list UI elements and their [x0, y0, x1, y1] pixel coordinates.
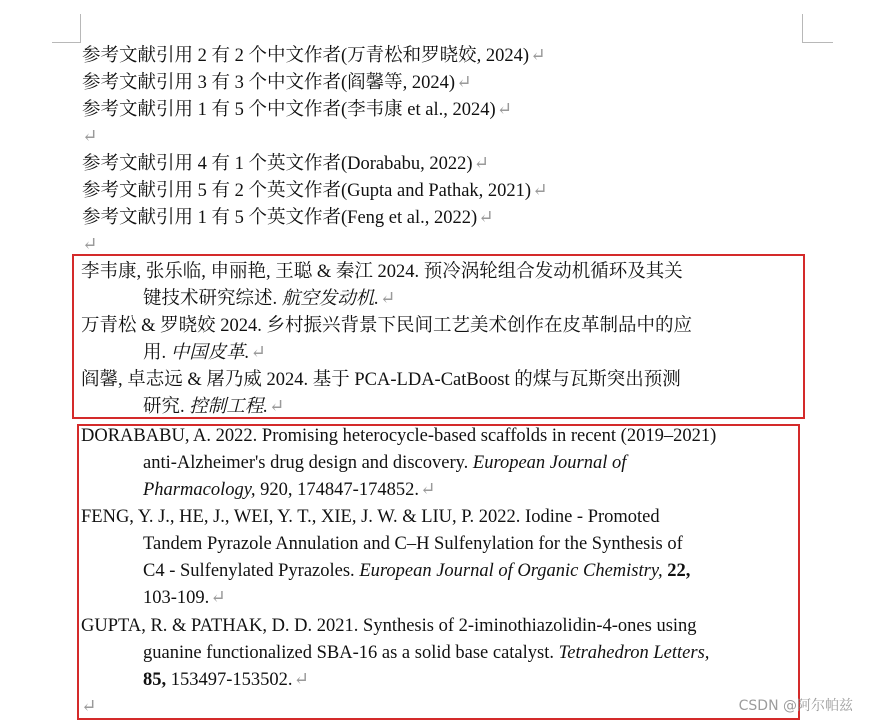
reference-line: FENG, Y. J., HE, J., WEI, Y. T., XIE, J. W. & LIU, P. 2022. Iodine - Promoted	[81, 507, 660, 527]
paragraph-mark-icon: ↵	[268, 397, 285, 417]
paragraph-mark-icon: ↵	[82, 235, 98, 255]
reference-line: 85, 153497-153502.↵	[143, 670, 310, 690]
journal-title: 控制工程.	[189, 397, 268, 417]
citation-example-line[interactable]: 参考文献引用 2 有 2 个中文作者(万青松和罗晓姣, 2024)↵	[82, 46, 546, 66]
reference-line: C4 - Sulfenylated Pyrazoles. European Journal of Organic Chemistry, 22,	[143, 561, 691, 581]
reference-line: anti-Alzheimer's drug design and discovery. European Journal of	[143, 453, 627, 473]
reference-line: 研究. 控制工程.↵	[143, 397, 285, 417]
page-corner-mark-top-left	[52, 14, 81, 43]
reference-line: DORABABU, A. 2022. Promising heterocycle-based scaffolds in recent (2019–2021)	[81, 426, 717, 446]
citation-example-line[interactable]: 参考文献引用 4 有 1 个英文作者(Dorababu, 2022)↵	[82, 154, 490, 174]
citation-example-line[interactable]: 参考文献引用 1 有 5 个中文作者(李韦康 et al., 2024)↵	[82, 100, 513, 120]
journal-title: 航空发动机.	[281, 289, 379, 309]
reference-entry-en[interactable]	[81, 504, 690, 612]
reference-line: 用. 中国皮革.↵	[143, 343, 266, 363]
citation-example-line[interactable]: 参考文献引用 1 有 5 个英文作者(Feng et al., 2022)↵	[82, 208, 494, 228]
journal-title: 中国皮革.	[170, 343, 250, 363]
paragraph-mark-icon: ↵	[496, 100, 513, 120]
paragraph-mark-icon: ↵	[419, 480, 436, 500]
paragraph-mark-icon: ↵	[473, 154, 490, 174]
paragraph-mark-icon: ↵	[530, 46, 546, 66]
reference-line: guanine functionalized SBA-16 as a solid base catalyst. Tetrahedron Letters,	[143, 643, 710, 663]
paragraph-mark-icon: ↵	[379, 289, 396, 309]
watermark: CSDN @阿尔帕兹	[738, 698, 853, 714]
reference-entry-en[interactable]	[81, 613, 709, 694]
reference-line: Tandem Pyrazole Annulation and C–H Sulfenylation for the Synthesis of	[143, 534, 683, 554]
paragraph-mark-icon: ↵	[210, 588, 226, 608]
journal-title: European Journal of Organic Chemistry,	[359, 561, 663, 581]
reference-line: 键技术研究综述. 航空发动机.↵	[143, 289, 396, 309]
reference-line: Pharmacology, 920, 174847-174852.↵	[143, 480, 436, 500]
page-corner-mark-top-right	[802, 14, 833, 43]
reference-line: 阎馨, 卓志远 & 屠乃威 2024. 基于 PCA-LDA-CatBoost 的煤与瓦斯突出预测	[81, 370, 681, 390]
empty-paragraph[interactable]	[81, 694, 97, 721]
reference-entry-cn[interactable]	[81, 313, 692, 367]
reference-entry-en[interactable]	[81, 423, 716, 504]
volume-number: 22,	[662, 561, 691, 581]
empty-paragraph[interactable]	[82, 124, 98, 151]
paragraph-mark-icon: ↵	[81, 697, 97, 717]
paragraph-mark-icon: ↵	[478, 208, 494, 228]
reference-line: 万青松 & 罗晓姣 2024. 乡村振兴背景下民间工艺美术创作在皮革制品中的应	[81, 316, 693, 336]
reference-entry-cn[interactable]	[81, 259, 683, 313]
reference-line: GUPTA, R. & PATHAK, D. D. 2021. Synthesis of 2-iminothiazolidin-4-ones using	[81, 616, 697, 636]
reference-line: 103-109.↵	[143, 588, 226, 608]
reference-line: 李韦康, 张乐临, 申丽艳, 王聪 & 秦江 2024. 预冷涡轮组合发动机循环及其关	[81, 262, 683, 282]
paragraph-mark-icon: ↵	[456, 73, 472, 93]
paragraph-mark-icon: ↵	[250, 343, 266, 363]
reference-entry-cn[interactable]	[81, 367, 681, 421]
paragraph-mark-icon: ↵	[82, 127, 98, 147]
paragraph-mark-icon: ↵	[532, 181, 548, 201]
journal-title: Pharmacology,	[143, 480, 256, 500]
citation-example-line[interactable]: 参考文献引用 5 有 2 个英文作者(Gupta and Pathak, 2021)↵	[82, 181, 548, 201]
volume-number: 85,	[143, 670, 167, 690]
paragraph-mark-icon: ↵	[293, 670, 310, 690]
journal-title: European Journal of	[472, 453, 627, 473]
journal-title: Tetrahedron Letters,	[558, 643, 710, 663]
citation-example-line[interactable]: 参考文献引用 3 有 3 个中文作者(阎馨等, 2024)↵	[82, 73, 472, 93]
